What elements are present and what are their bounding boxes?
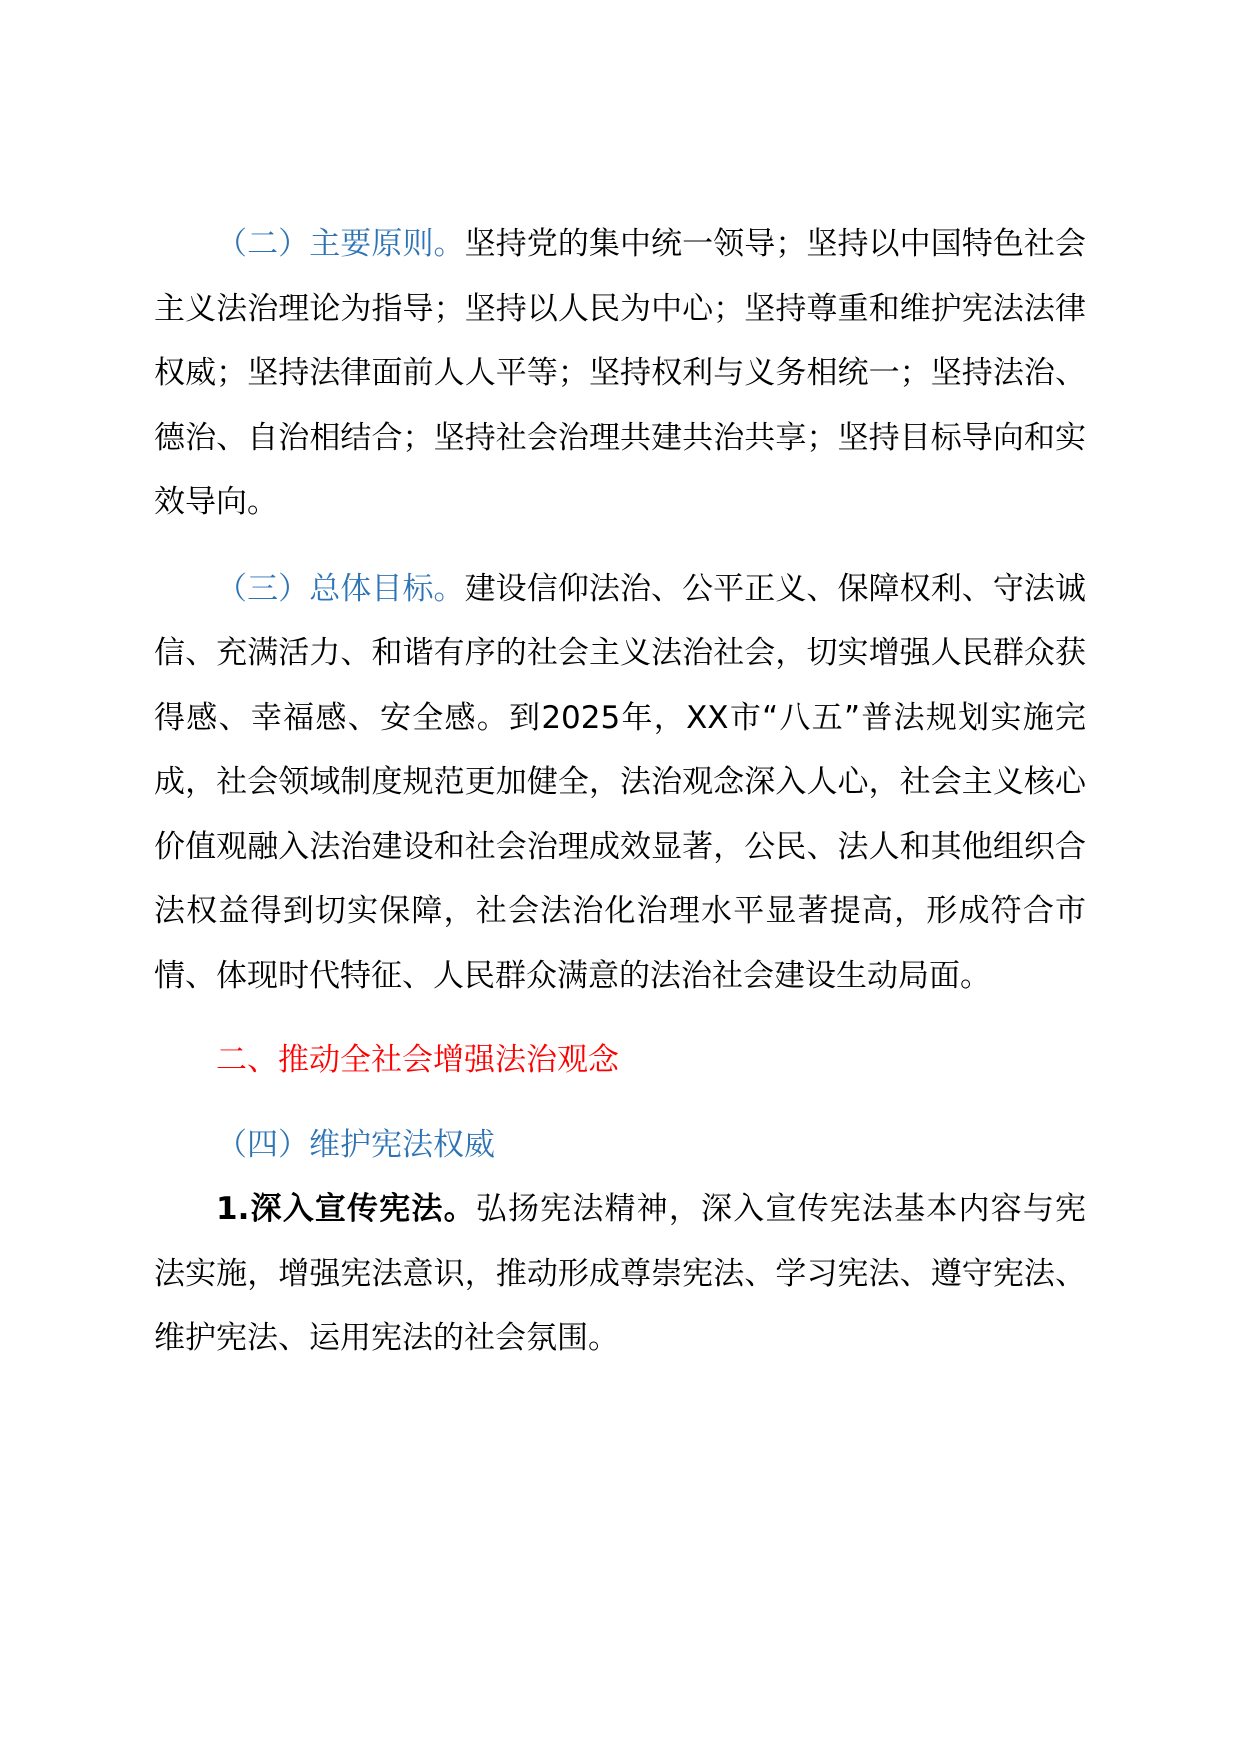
- document-body: [154, 212, 1086, 1371]
- goals-heading: （三）总体目标。: [216, 570, 465, 607]
- item-one-text: 弘扬宪法精神，深入宣传宪法基本内容与宪法实施，增强宪法意识，推动形成尊崇宪法、学习宪法、遵守宪法、维护宪法、运用宪法的社会氛围。: [154, 1191, 1086, 1356]
- goals-text: 建设信仰法治、公平正义、保障权利、守法诚信、充满活力、和谐有序的社会主义法治社会，切实增强人民群众获得感、幸福感、安全感。到2025年，XX市“八五”普法规划实施完成，社会领域制度规范更加健全，法治观念深入人心，社会主义核心价值观融入法治建设和社会治理成效显著，公民、法人和其他组织合法权益得到切实保障，社会法治化治理水平显著提高，形成符合市情、体现时代特征、人民群众满意的法治社会建设生动局面。: [154, 570, 1086, 994]
- principles-text: 坚持党的集中统一领导；坚持以中国特色社会主义法治理论为指导；坚持以人民为中心；坚持尊重和维护宪法法律权威；坚持法律面前人人平等；坚持权利与义务相统一；坚持法治、德治、自治相结合；坚持社会治理共建共治共享；坚持目标导向和实效导向。: [154, 226, 1086, 520]
- chapter-two-heading: 二、推动全社会增强法治观念: [216, 1042, 619, 1078]
- goals-paragraph: [154, 557, 1086, 1009]
- constitution-section-heading: （四）维护宪法权威: [216, 1126, 495, 1163]
- principles-paragraph: [154, 212, 1086, 535]
- item-one-heading: 1.深入宣传宪法。: [216, 1191, 476, 1227]
- principles-heading: （二）主要原则。: [216, 226, 465, 262]
- item-one-paragraph: [154, 1177, 1086, 1371]
